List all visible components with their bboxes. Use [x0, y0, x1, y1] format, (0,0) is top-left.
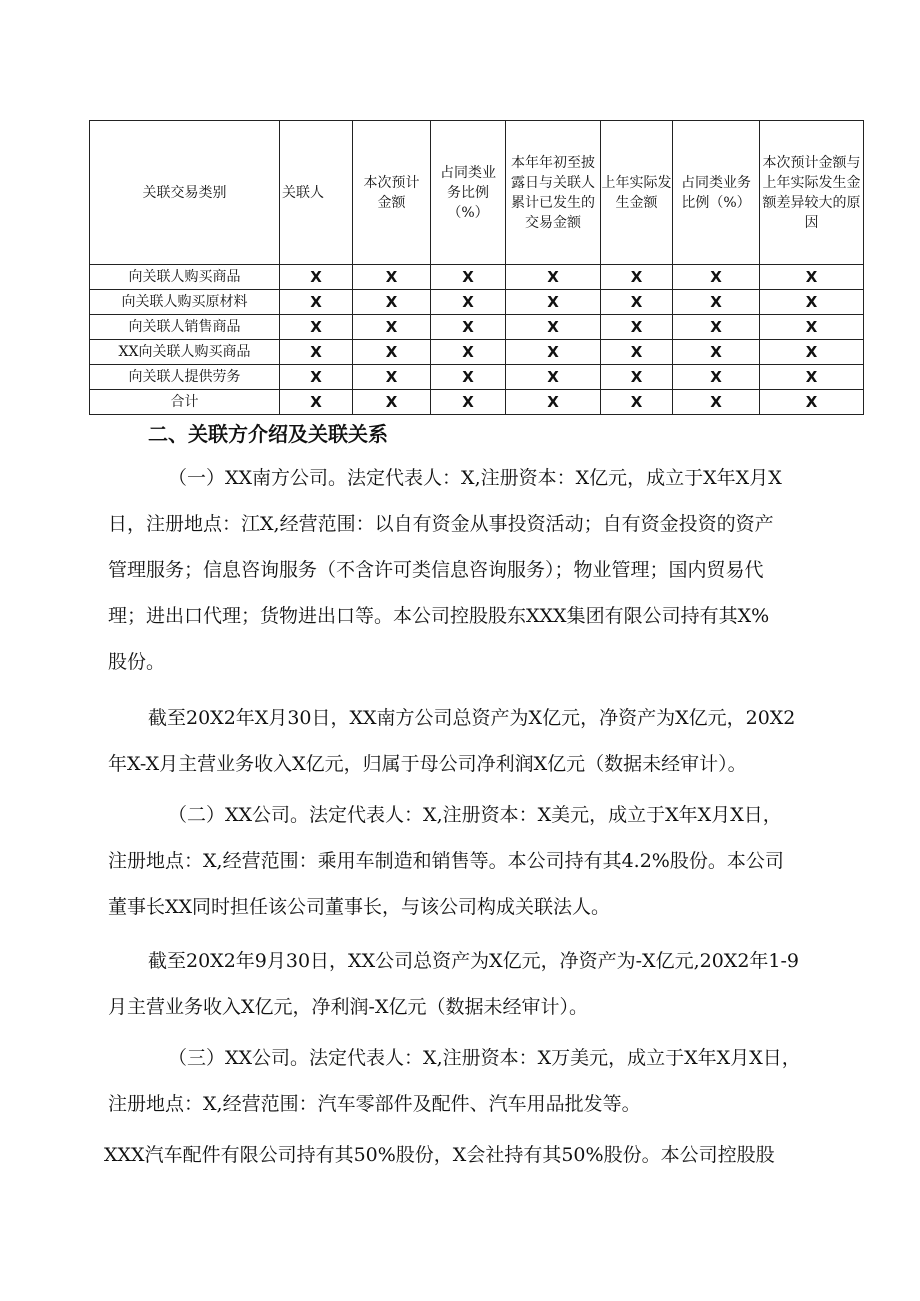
text-line: XXX汽车配件有限公司持有其50%股份，X会社持有其50%股份。本公司控股股 — [104, 1144, 775, 1166]
value-cell: X — [601, 365, 673, 390]
header-estimated-amount: 本次预计金额 — [353, 121, 431, 265]
transaction-category-cell: 向关联人提供劳务 — [90, 365, 280, 390]
related-transactions-table — [89, 120, 864, 415]
value-cell: X — [760, 365, 864, 390]
header-ratio: 占同类业务比例（%） — [431, 121, 506, 265]
value-cell: X — [353, 365, 431, 390]
header-ratio-last-year: 占同类业务比例（%） — [673, 121, 760, 265]
value-cell: X — [353, 315, 431, 340]
text-line: 日，注册地点：江X,经营范围：以自有资金从事投资活动；自有资金投资的资产 — [108, 513, 774, 535]
text-line: 截至20X2年9月30日，XX公司总资产为X亿元，净资产为-X亿元,20X2年1-9 — [148, 950, 800, 972]
value-cell: X — [673, 265, 760, 290]
header-category: 关联交易类别 — [90, 121, 280, 265]
text-line: 月主营业务收入X亿元，净利润-X亿元（数据未经审计）。 — [108, 996, 588, 1018]
table-row — [90, 340, 864, 365]
text-line: 截至20X2年X月30日，XX南方公司总资产为X亿元，净资产为X亿元，20X2 — [148, 707, 796, 729]
value-cell: X — [673, 290, 760, 315]
value-cell: X — [673, 365, 760, 390]
table-row — [90, 290, 864, 315]
value-cell: X — [506, 315, 601, 340]
header-ytd-amount: 本年年初至披露日与关联人累计已发生的交易金额 — [506, 121, 601, 265]
text-line: 管理服务；信息咨询服务（不含许可类信息咨询服务）；物业管理；国内贸易代 — [108, 559, 764, 581]
value-cell: X — [431, 315, 506, 340]
transaction-category-cell: 合计 — [90, 390, 280, 415]
value-cell: X — [280, 265, 353, 290]
value-cell: X — [506, 290, 601, 315]
table-row — [90, 390, 864, 415]
paragraph-company-2 — [108, 792, 876, 930]
section-title: 二、关联方介绍及关联关系 — [148, 422, 388, 446]
value-cell: X — [506, 365, 601, 390]
header-difference-reason: 本次预计金额与上年实际发生金额差异较大的原因 — [760, 121, 864, 265]
text-line: （二）XX公司。法定代表人：X,注册资本：X美元，成立于X年X月X日， — [168, 804, 782, 826]
value-cell: X — [280, 315, 353, 340]
paragraph-company-3-shareholding — [104, 1132, 872, 1178]
value-cell: X — [760, 340, 864, 365]
value-cell: X — [601, 390, 673, 415]
value-cell: X — [280, 290, 353, 315]
transaction-category-cell: 向关联人销售商品 — [90, 315, 280, 340]
value-cell: X — [353, 390, 431, 415]
value-cell: X — [506, 340, 601, 365]
value-cell: X — [760, 390, 864, 415]
value-cell: X — [601, 315, 673, 340]
paragraph-company-2-financials — [108, 938, 876, 1030]
value-cell: X — [673, 315, 760, 340]
value-cell: X — [431, 365, 506, 390]
transaction-category-cell: 向关联人购买商品 — [90, 265, 280, 290]
value-cell: X — [353, 340, 431, 365]
value-cell: X — [673, 340, 760, 365]
value-cell: X — [280, 390, 353, 415]
table-header-row — [90, 121, 864, 265]
value-cell: X — [673, 390, 760, 415]
text-line: 股份。 — [108, 651, 166, 673]
value-cell: X — [431, 390, 506, 415]
text-line: 年X-X月主营业务收入X亿元，归属于母公司净利润X亿元（数据未经审计）。 — [108, 753, 747, 775]
text-line: 理；进出口代理；货物进出口等。本公司控股股东XXX集团有限公司持有其X% — [108, 605, 770, 627]
value-cell: X — [431, 340, 506, 365]
transaction-category-cell: XX向关联人购买商品 — [90, 340, 280, 365]
value-cell: X — [353, 290, 431, 315]
value-cell: X — [601, 265, 673, 290]
header-related-party: 关联人 — [280, 121, 353, 265]
value-cell: X — [506, 265, 601, 290]
paragraph-company-3 — [108, 1035, 876, 1127]
value-cell: X — [280, 340, 353, 365]
table-row — [90, 365, 864, 390]
table-row — [90, 265, 864, 290]
text-line: 注册地点：X,经营范围：汽车零部件及配件、汽车用品批发等。 — [108, 1093, 641, 1115]
value-cell: X — [506, 390, 601, 415]
value-cell: X — [431, 290, 506, 315]
value-cell: X — [601, 340, 673, 365]
paragraph-company-1 — [108, 455, 876, 685]
header-last-year-amount: 上年实际发生金额 — [601, 121, 673, 265]
text-line: （三）XX公司。法定代表人：X,注册资本：X万美元，成立于X年X月X日， — [168, 1047, 801, 1069]
text-line: 董事长XX同时担任该公司董事长，与该公司构成关联法人。 — [108, 896, 611, 918]
transaction-category-cell: 向关联人购买原材料 — [90, 290, 280, 315]
value-cell: X — [431, 265, 506, 290]
text-line: （一）XX南方公司。法定代表人：X,注册资本：X亿元，成立于X年X月X — [168, 467, 782, 489]
value-cell: X — [280, 365, 353, 390]
value-cell: X — [760, 315, 864, 340]
paragraph-company-1-financials — [108, 695, 876, 787]
value-cell: X — [760, 290, 864, 315]
table-row — [90, 315, 864, 340]
text-line: 注册地点：X,经营范围：乘用车制造和销售等。本公司持有其4.2%股份。本公司 — [108, 850, 784, 872]
value-cell: X — [353, 265, 431, 290]
value-cell: X — [601, 290, 673, 315]
value-cell: X — [760, 265, 864, 290]
